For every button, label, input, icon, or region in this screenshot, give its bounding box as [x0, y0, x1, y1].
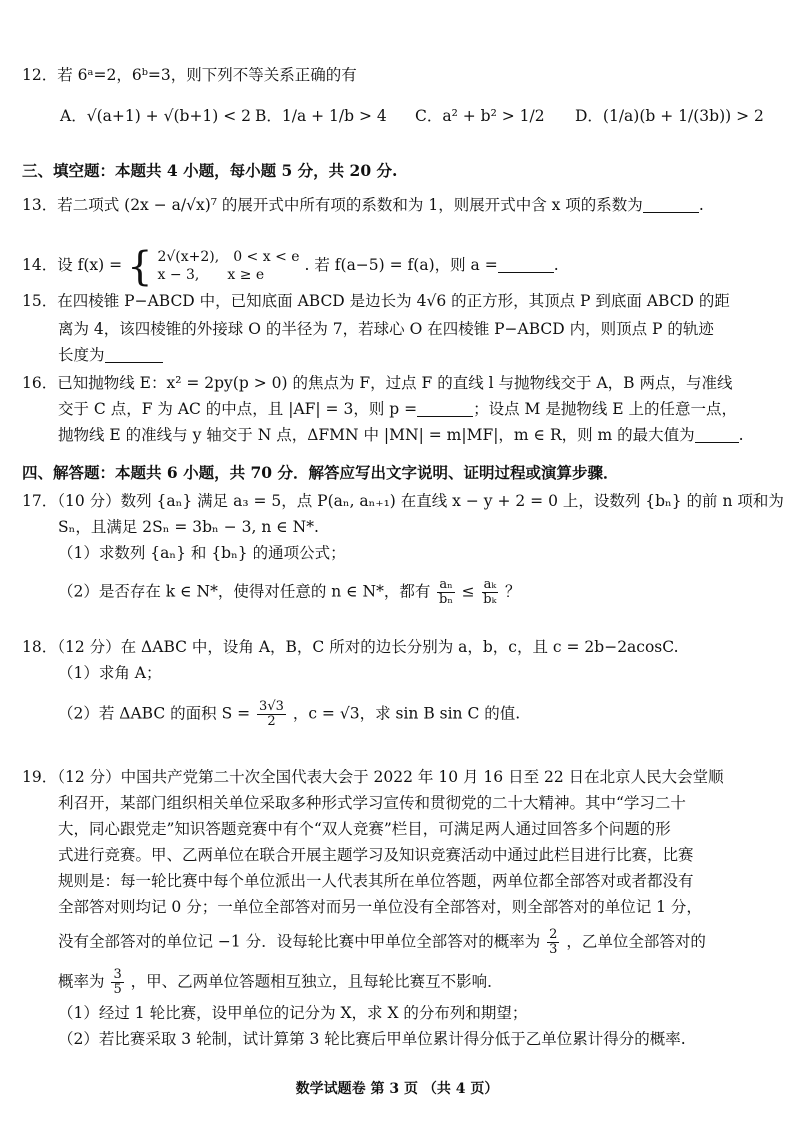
- q17-part2-text: （2）是否存在 k ∈ N*，使得对任意的 n ∈ N*，都有: [58, 582, 431, 601]
- q18-part2-text-a: （2）若 ΔABC 的面积 S =: [58, 704, 251, 723]
- q12-option-a: A．√(a+1) + √(b+1) < 2: [60, 107, 252, 125]
- q18-frac-num: 3√3: [259, 699, 284, 714]
- q19-line8b: ，甲、乙两单位答题相互独立，且每轮比赛互不影响．: [130, 972, 503, 991]
- q12-option-d: D．(1/a)(b + 1/(3b)) > 2: [575, 107, 764, 125]
- q16-end: .: [738, 426, 744, 444]
- q18-part2: [58, 700, 520, 729]
- q17-line2: Sₙ，且满足 2Sₙ = 3bₙ − 3, n ∈ N*.: [58, 518, 319, 536]
- q14-case2: x − 3, x ≥ e: [157, 267, 265, 283]
- q14-answer-blank: [498, 256, 554, 273]
- q17-fraction-k: [482, 578, 499, 607]
- q15-line2: 离为 4，该四棱锥的外接球 O 的半径为 7，若球心 O 在四棱锥 P−ABCD 内，则顶点 P 的轨迹: [58, 320, 714, 338]
- q18-frac-den: 2: [267, 714, 276, 729]
- q19-line8a: 概率为: [58, 972, 105, 991]
- q17-frac1-num: aₙ: [439, 577, 453, 592]
- q19-line7a: 没有全部答对的单位记 −1 分．设每轮比赛中甲单位全部答对的概率为: [58, 932, 541, 951]
- q17-question-mark: ？: [505, 582, 521, 601]
- q15-line3: [58, 344, 163, 366]
- q13-answer-blank: [643, 196, 699, 213]
- section3-title: 三、填空题：本题共 4 小题，每小题 5 分，共 20 分.: [22, 161, 398, 180]
- q16-line1: 16．已知抛物线 E：x² = 2py(p > 0) 的焦点为 F，过点 F 的直线 l 与抛物线交于 A，B 两点，与准线: [22, 374, 733, 392]
- q17-line1: 17．（10 分）数列 {aₙ} 满足 a₃ = 5，点 P(aₙ, aₙ₊₁) 在直线 x − y + 2 = 0 上，设数列 {bₙ} 的前 n 项和为: [22, 492, 784, 510]
- q14-cases: [157, 248, 299, 284]
- q14-suffix: . 若 f(a−5) = f(a)，则 a =: [304, 256, 498, 274]
- page-footer: 数学试题卷 第 3 页 （共 4 页）: [295, 1081, 499, 1097]
- q19-line6: 全部答对则均记 0 分；一单位全部答对而另一单位没有全部答对，则全部答对的单位记 1 分，: [58, 898, 702, 916]
- q17-le: ≤: [461, 582, 475, 601]
- q18-part1: （1）求角 A；: [58, 664, 162, 682]
- q12-stem: 12．若 6ᵃ=2，6ᵇ=3，则下列不等关系正确的有: [22, 66, 357, 84]
- q18-line1: 18．（12 分）在 ΔABC 中，设角 A，B，C 所对的边长分别为 a，b，c，且 c = 2b−2acosC.: [22, 638, 679, 656]
- q19-frac1-den: 3: [549, 942, 558, 957]
- q17-frac2-num: aₖ: [483, 577, 497, 592]
- q13-line: [22, 194, 704, 216]
- q19-line7b: ，乙单位全部答对的: [566, 932, 706, 951]
- q14-brace: {: [127, 244, 153, 290]
- q17-part1: （1）求数列 {aₙ} 和 {bₙ} 的通项公式；: [58, 544, 346, 562]
- q19-line7: [58, 928, 706, 957]
- q17-frac2-den: bₖ: [483, 592, 497, 607]
- q19-part1: （1）经过 1 轮比赛，设甲单位的记分为 X，求 X 的分布列和期望；: [58, 1004, 528, 1022]
- q19-frac2-num: 3: [113, 967, 122, 982]
- q19-part2: （2）若比赛采取 3 轮制，试计算第 3 轮比赛后甲单位累计得分低于乙单位累计得分的概率.: [58, 1030, 686, 1048]
- q19-line4: 式进行竞赛。甲、乙两单位在联合开展主题学习及知识竞赛活动中通过此栏目进行比赛，比赛: [58, 846, 694, 864]
- q15-line3-text: 长度为: [58, 346, 105, 364]
- q19-frac2-den: 5: [113, 982, 122, 997]
- q19-frac1-num: 2: [549, 927, 558, 942]
- q12-option-b: B．1/a + 1/b > 4: [255, 107, 387, 125]
- q18-part2-text-b: ，c = √3，求 sin B sin C 的值.: [292, 704, 521, 723]
- q13-end: .: [698, 196, 704, 214]
- q18-fraction-area: [257, 700, 286, 729]
- q16-line3-text: 抛物线 E 的准线与 y 轴交于 N 点，ΔFMN 中 |MN| = m|MF|，m ∈ R，则 m 的最大值为: [58, 426, 695, 444]
- q19-fraction-two-thirds: [547, 928, 559, 957]
- q13-text: 13．若二项式 (2x − a/√x)⁷ 的展开式中所有项的系数和为 1，则展开式中含 x 项的系数为: [22, 196, 643, 214]
- q16-line2a: 交于 C 点，F 为 AC 的中点，且 |AF| = 3，则 p =: [58, 400, 418, 418]
- q19-fraction-three-fifths: [111, 968, 123, 997]
- q19-line5: 规则是：每一轮比赛中每个单位派出一人代表其所在单位答题，两单位都全部答对或者都没有: [58, 872, 694, 890]
- q16-line3: [58, 424, 744, 446]
- q19-line3: 大，同心跟党走”知识答题竞赛中有个“双人竞赛”栏目，可满足两人通过回答多个问题的形: [58, 820, 671, 838]
- q12-option-c: C．a² + b² > 1/2: [415, 107, 545, 125]
- q19-line8: [58, 968, 503, 997]
- q19-line2: 利召开，某部门组织相关单位采取多种形式学习宣传和贯彻党的二十大精神。其中“学习二十: [58, 794, 686, 812]
- q17-part2: [58, 578, 521, 607]
- q14-end: .: [553, 256, 559, 274]
- q16-answer-blank-p: [417, 400, 473, 417]
- q17-fraction-n: [437, 578, 454, 607]
- q14-case1: 2√(x+2), 0 < x < e: [157, 249, 300, 265]
- q14-line: [22, 244, 559, 290]
- q16-line2: [58, 398, 737, 420]
- q17-frac1-den: bₙ: [439, 592, 453, 607]
- q15-answer-blank: [105, 346, 163, 363]
- q15-line1: 15．在四棱锥 P−ABCD 中，已知底面 ABCD 是边长为 4√6 的正方形，其顶点 P 到底面 ABCD 的距: [22, 292, 730, 310]
- q16-line2b: ；设点 M 是抛物线 E 上的任意一点，: [473, 400, 737, 418]
- q19-line1: 19．（12 分）中国共产党第二十次全国代表大会于 2022 年 10 月 16 日至 22 日在北京人民大会堂顺: [22, 768, 724, 786]
- q16-answer-blank-m: [695, 426, 739, 443]
- section4-title: 四、解答题：本题共 6 小题，共 70 分．解答应写出文字说明、证明过程或演算步骤．: [22, 463, 619, 482]
- q14-prefix: 14．设 f(x) =: [22, 256, 123, 274]
